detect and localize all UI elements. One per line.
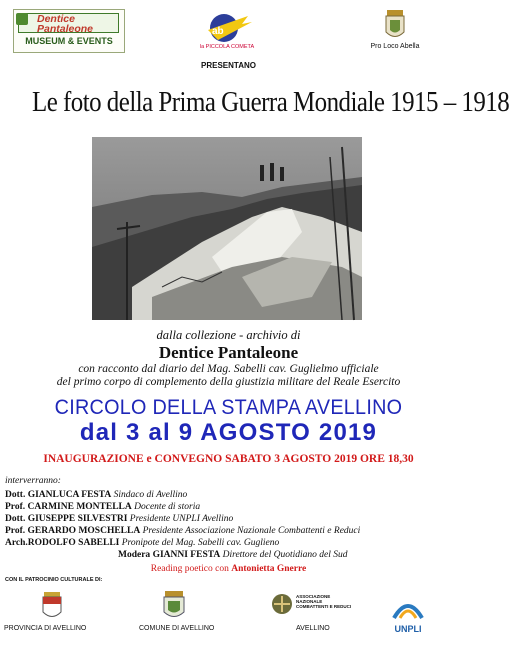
collezione-text: dalla collezione - archivio di xyxy=(156,328,301,342)
reading-text: Reading poetico con xyxy=(150,564,229,574)
associazione-text: ASSOCIAZIONE NAZIONALE COMBATTENTI E REDUCI xyxy=(296,594,352,609)
inauguration-text: INAUGURAZIONE e CONVEGNO SABATO 3 AGOSTO 2019 ORE 18,30 xyxy=(43,453,414,465)
speaker-row xyxy=(5,526,360,536)
speaker-name: Dott. GIUSEPPE SILVESTRI xyxy=(5,514,128,524)
speaker-role: Pronipote del Mag. Sabelli cav. Guglieno xyxy=(121,538,280,548)
unpli-logo xyxy=(388,598,428,634)
provincia-crest-icon xyxy=(22,590,82,622)
dentice-sub-text: MUSEUM & EVENTS xyxy=(25,36,113,46)
speaker-row xyxy=(5,538,279,548)
speaker-role: Presidente Associazione Nazionale Combattenti e Reduci xyxy=(142,526,361,536)
speaker-name: Prof. GERARDO MOSCHELLA xyxy=(5,526,141,536)
speaker-row xyxy=(5,490,187,500)
pro-loco-logo xyxy=(370,8,420,54)
speakers-heading: interverranno: xyxy=(5,476,61,486)
racconto-line-1: con racconto dal diario del Mag. Sabelli cav. Guglielmo ufficiale xyxy=(78,363,379,375)
comune-crest-icon xyxy=(144,590,204,622)
speaker-role: Sindaco di Avellino xyxy=(113,490,188,500)
dentice-museum-logo xyxy=(13,9,125,53)
moderator-row xyxy=(118,550,348,560)
svg-text:ab: ab xyxy=(212,26,224,37)
provincia-caption: PROVINCIA DI AVELLINO xyxy=(4,625,87,632)
moderator-role: Direttore del Quotidiano del Sud xyxy=(222,550,348,560)
pro-loco-crest-icon xyxy=(370,8,420,44)
venue-title: CIRCOLO DELLA STAMPA AVELLINO xyxy=(54,395,403,419)
piccola-cometa-logo xyxy=(198,10,256,56)
speaker-name: Dott. GIANLUCA FESTA xyxy=(5,490,112,500)
associazione-logo xyxy=(266,590,356,632)
presentano-text: PRESENTANO xyxy=(201,61,256,70)
dentice-brand-text: Dentice Pantaleone xyxy=(18,13,119,33)
unpli-emblem-icon xyxy=(388,598,428,624)
reading-name: Antonietta Gnerre xyxy=(231,564,307,574)
associazione-caption: AVELLINO xyxy=(296,625,330,632)
unpli-caption: UNPLI xyxy=(394,624,422,634)
speaker-name: Prof. CARMINE MONTELLA xyxy=(5,502,132,512)
patrocinio-heading: CON IL PATROCINIO CULTURALE DI: xyxy=(5,577,103,583)
author-name: Dentice Pantaleone xyxy=(158,343,299,362)
cometa-text: la PICCOLA COMETA xyxy=(199,44,255,50)
dentice-mark-icon xyxy=(16,13,28,25)
speaker-row xyxy=(5,514,233,524)
comune-logo xyxy=(139,590,215,632)
reading-line xyxy=(0,564,457,574)
comune-caption: COMUNE DI AVELLINO xyxy=(139,625,215,632)
event-dates: dal 3 al 9 AGOSTO 2019 xyxy=(79,419,378,446)
moderator-label: Modera xyxy=(118,550,151,560)
page-title: Le foto della Prima Guerra Mondiale 1915 – 1918 xyxy=(31,86,509,118)
moderator-name: GIANNI FESTA xyxy=(152,550,221,560)
provincia-logo xyxy=(4,590,87,632)
speaker-role: Presidente UNPLI Avellino xyxy=(129,514,234,524)
speaker-row xyxy=(5,502,200,512)
pro-loco-caption: Pro Loco Abella xyxy=(370,43,420,50)
speaker-role: Docente di storia xyxy=(134,502,201,512)
racconto-line-2: del primo corpo di complemento della giustizia militare del Reale Esercito xyxy=(56,376,401,388)
ww1-mountain-photo xyxy=(92,137,362,320)
speaker-name: Arch.RODOLFO SABELLI xyxy=(5,538,120,548)
